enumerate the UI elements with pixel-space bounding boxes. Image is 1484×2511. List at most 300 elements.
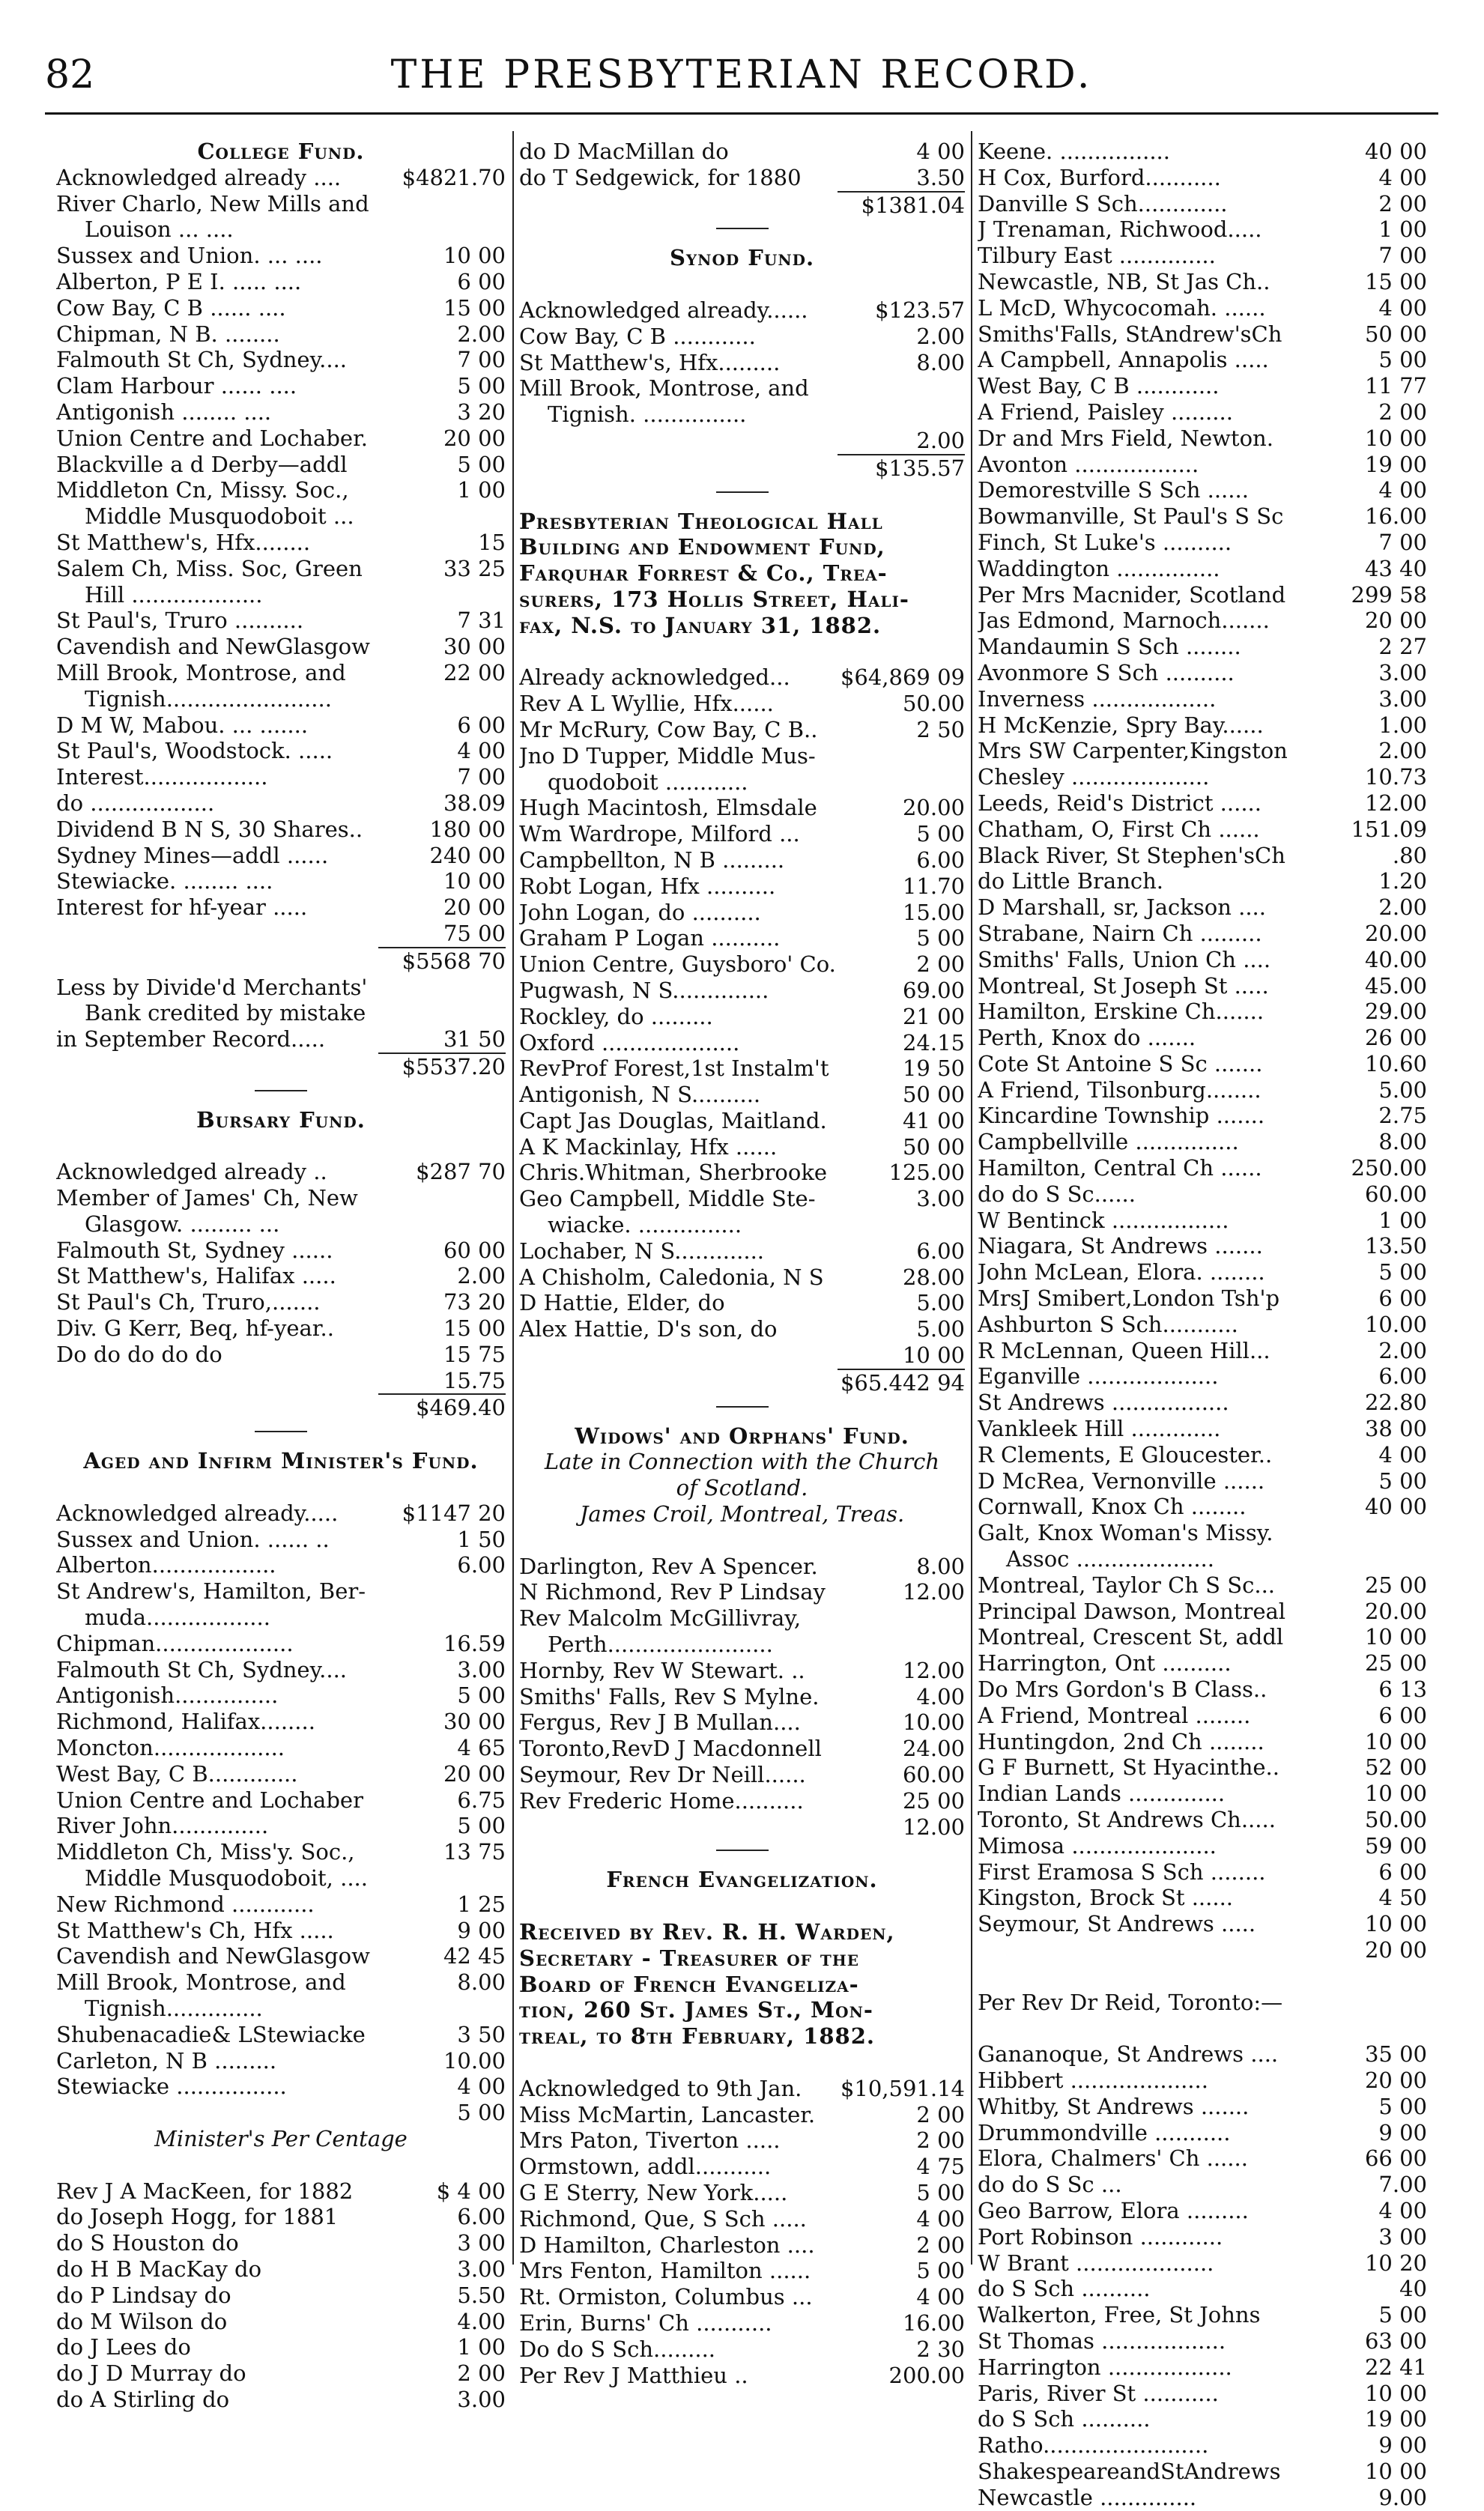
ledger-entry: [978, 1025, 1427, 1051]
entry-amount: 2.00: [1378, 894, 1427, 921]
ledger-entry: [56, 1368, 506, 1394]
entry-description: Chris.Whitman, Sherbrooke: [519, 1160, 828, 1186]
entry-amount: 19 50: [902, 1055, 965, 1082]
ledger-entry: [56, 738, 506, 764]
entry-amount: 50 00: [902, 1133, 965, 1160]
entry-amount: 2 50: [916, 716, 965, 742]
ledger-entry: [978, 2432, 1427, 2459]
ledger-entry: [978, 738, 1427, 764]
entry-amount: 25 00: [1364, 1572, 1427, 1598]
fund-total: $469.40: [378, 1393, 506, 1421]
entry-continuation: Tignish........................: [85, 685, 332, 712]
entry-description: Interest..................: [56, 764, 268, 790]
entry-description: Interest for hf-year .....: [56, 894, 308, 921]
entry-amount: 33 25: [443, 555, 506, 581]
entry-amount: 20.00: [1364, 920, 1427, 946]
entry-description: do H B MacKay do: [56, 2256, 262, 2282]
entry-description: Inverness ..................: [978, 685, 1217, 712]
entry-amount: 16.00: [1364, 503, 1427, 530]
entry-amount: 5 00: [457, 2100, 506, 2126]
ledger-entry: [56, 2074, 506, 2100]
ledger-entry: [56, 2387, 506, 2413]
entry-amount: 60.00: [1364, 1181, 1427, 1207]
entry-amount: 6.00: [457, 2204, 506, 2230]
entry-description: St Paul's, Woodstock. .....: [56, 738, 333, 764]
entry-amount: 10 00: [1364, 425, 1427, 451]
entry-description: Per Rev Dr Reid, Toronto:—: [978, 1989, 1283, 2015]
entry-amount: 4 00: [1378, 1441, 1427, 1467]
ledger-entry: [978, 1990, 1427, 2016]
spacer: [978, 2015, 1427, 2041]
entry-description: Sydney Mines—addl ......: [56, 842, 329, 868]
entry-description: West Bay, C B ............: [978, 373, 1220, 399]
spacer: [56, 2152, 506, 2178]
entry-description: Cow Bay, C B ...... ....: [56, 294, 286, 321]
ledger-entry: [519, 1290, 965, 1316]
entry-description: Niagara, St Andrews .......: [978, 1233, 1263, 1259]
entry-description: Stewiacke ................: [56, 2074, 287, 2100]
entry-description: Chesley ....................: [978, 764, 1210, 790]
ledger-entry: [978, 269, 1427, 295]
entry-amount: 40 00: [1364, 139, 1427, 164]
section-heading: French Evangelization.: [606, 1867, 878, 1893]
entry-amount: 1 00: [457, 477, 506, 503]
ledger-entry: [56, 1342, 506, 1368]
entry-description: Blackville a d Derby—addl: [56, 451, 348, 477]
entry-amount: 16.00: [902, 2309, 965, 2336]
entry-amount: 66 00: [1364, 2145, 1427, 2172]
entry-description: Kingston, Brock St ......: [978, 1885, 1234, 1911]
ledger-entry: [56, 1026, 506, 1052]
ledger-entry: [56, 843, 506, 869]
entry-amount: 50 00: [1364, 321, 1427, 347]
ledger-entry: [56, 764, 506, 790]
entry-description: R McLennan, Queen Hill...: [978, 1337, 1271, 1363]
entry-description: Galt, Knox Woman's Missy.: [978, 1520, 1273, 1546]
entry-description: New Richmond ............: [56, 1891, 315, 1917]
entry-description: do do S Sc......: [978, 1181, 1136, 1207]
ledger-entry: [519, 1004, 965, 1030]
entry-description: Already acknowledged...: [519, 664, 790, 691]
entry-amount: 7.00: [1378, 2172, 1427, 2198]
entry-amount: 20 00: [1364, 2067, 1427, 2093]
entry-amount: 10 20: [1364, 2250, 1427, 2276]
ledger-entry: [978, 2250, 1427, 2277]
entry-description: Geo Campbell, Middle Ste-: [519, 1186, 816, 1212]
entry-description: D Hamilton, Charleston ....: [519, 2232, 815, 2258]
section-heading: Synod Fund.: [669, 245, 815, 271]
entry-description: do A Stirling do: [56, 2386, 230, 2412]
entry-amount: 15 75: [443, 1341, 506, 1367]
entry-amount: [501, 1185, 506, 1211]
ledger-entry: [519, 900, 965, 926]
ledger-entry: [978, 1572, 1427, 1599]
entry-description: Union Centre and Lochaber: [56, 1787, 363, 1813]
entry-amount: $287 70: [416, 1159, 506, 1185]
ledger-entry: [978, 868, 1427, 894]
entry-amount: 2 30: [916, 2336, 965, 2362]
ledger-entry: [978, 921, 1427, 947]
entry-description: Campbellton, N B .........: [519, 846, 785, 873]
entry-amount: 5 00: [916, 2258, 965, 2284]
spacer: [56, 1474, 506, 1500]
ledger-entry: [978, 399, 1427, 425]
ledger-entry: [978, 530, 1427, 556]
spacer: [56, 1133, 506, 1159]
ledger-entry: [519, 428, 965, 454]
entry-amount: 40 00: [1364, 1494, 1427, 1520]
entry-description: Do Mrs Gordon's B Class..: [978, 1676, 1268, 1703]
entry-description: Newcastle, NB, St Jas Ch..: [978, 268, 1271, 294]
ledger-entry: [978, 1285, 1427, 1312]
fund-total: $5568 70: [378, 947, 506, 975]
ledger-entry: [978, 1103, 1427, 1129]
entry-amount: 3.00: [916, 1186, 965, 1212]
entry-description: Black River, St Stephen'sCh: [978, 842, 1285, 868]
section-heading: Widows' and Orphans' Fund.: [575, 1423, 909, 1449]
ledger-entry: [56, 660, 506, 686]
ledger-entry: [519, 2180, 965, 2206]
section-subheading: of Scotland.: [676, 1475, 808, 1501]
entry-amount: 5 00: [457, 1813, 506, 1839]
ledger-entry: [978, 1937, 1427, 1963]
entry-amount: 5 00: [1378, 347, 1427, 373]
ledger-entry: [978, 2145, 1427, 2172]
entry-continuation: Louison ... ....: [85, 216, 234, 243]
ledger-entry: [978, 503, 1427, 530]
ledger-entry: [56, 1709, 506, 1735]
entry-amount: [501, 191, 506, 217]
entry-amount: 3.00: [457, 1656, 506, 1682]
entry-description: Avonton ..................: [978, 451, 1199, 477]
ledger-entry: [978, 1676, 1427, 1703]
ledger-entry: [56, 2360, 506, 2387]
section-separator: [716, 1406, 769, 1413]
ledger-entry: [978, 1729, 1427, 1755]
ledger-entry: [978, 2224, 1427, 2250]
entry-description: Montreal, St Joseph St .....: [978, 972, 1269, 999]
entry-description: A Chisholm, Caledonia, N S: [519, 1264, 824, 1290]
entry-amount: 10.00: [443, 2047, 506, 2074]
entry-description: Ashburton S Sch...........: [978, 1311, 1238, 1337]
ledger-entry: [978, 1181, 1427, 1208]
ledger-entry: [519, 165, 965, 191]
ledger-entry: [978, 556, 1427, 582]
entry-amount: 9 00: [1378, 2432, 1427, 2459]
ledger-entry: [56, 165, 506, 191]
ledger-entry: [56, 1682, 506, 1709]
entry-description: Erin, Burns' Ch ...........: [519, 2309, 772, 2336]
entry-amount: 2.00: [916, 323, 965, 349]
entry-description: Do do S Sch.........: [519, 2336, 716, 2362]
entry-amount: 13 75: [443, 1839, 506, 1865]
entry-amount: 20 00: [1364, 1936, 1427, 1963]
ledger-entry: [519, 2258, 965, 2284]
ledger-entry: [56, 1500, 506, 1527]
ledger-entry: [56, 1761, 506, 1787]
entry-description: MrsJ Smibert,London Tsh'p: [978, 1285, 1280, 1312]
entry-amount: 10 00: [1364, 1624, 1427, 1650]
entry-amount: 42 45: [443, 1943, 506, 1969]
entry-description: H McKenzie, Spry Bay......: [978, 712, 1264, 738]
entry-description: Pugwash, N S..............: [519, 977, 769, 1003]
entry-amount: 5.00: [916, 1316, 965, 1342]
entry-description: Carleton, N B .........: [56, 2047, 277, 2074]
entry-amount: 35 00: [1364, 2041, 1427, 2068]
entry-description: Antigonish, N S..........: [519, 1082, 761, 1108]
entry-description: A Campbell, Annapolis .....: [978, 347, 1269, 373]
entry-amount: 1 00: [1378, 216, 1427, 243]
page-header: [45, 52, 1438, 105]
ledger-entry: [978, 452, 1427, 478]
ledger-entry: [978, 1390, 1427, 1416]
entry-description: Toronto,RevD J Macdonnell: [519, 1736, 822, 1762]
entry-amount: 5 00: [1378, 1467, 1427, 1494]
ledger-entry: [978, 1494, 1427, 1520]
ledger-entry: [978, 1338, 1427, 1364]
entry-description: do S Sch ..........: [978, 2406, 1151, 2432]
entry-description: St Matthew's, Hfx.........: [519, 349, 781, 375]
ledger-entry: [56, 1969, 506, 1996]
entry-description: Smiths'Falls, StAndrew'sCh: [978, 321, 1282, 347]
entry-description: Rt. Ormiston, Columbus ...: [519, 2284, 813, 2310]
entry-description: RevProf Forest,1st Instalm't: [519, 1055, 829, 1082]
entry-description: Huntingdon, 2nd Ch ........: [978, 1728, 1265, 1754]
entry-description: Ratho........................: [978, 2432, 1209, 2459]
entry-description: Strabane, Nairn Ch .........: [978, 920, 1262, 946]
entry-amount: [960, 1605, 965, 1632]
section-heading-line: Board of French Evangeliza-: [519, 1971, 859, 1997]
entry-description: D McRea, Vernonville ......: [978, 1467, 1265, 1494]
entry-description: Jas Edmond, Marnoch.......: [978, 608, 1270, 634]
entry-description: Clam Harbour ...... ....: [56, 373, 297, 399]
entry-amount: 10 00: [1364, 1911, 1427, 1937]
entry-description: St Matthew's, Hfx........: [56, 529, 311, 555]
ledger-entry: [56, 712, 506, 739]
entry-description: Fergus, Rev J B Mullan....: [519, 1709, 801, 1736]
ledger-entry: [56, 608, 506, 634]
column-middle: [519, 139, 965, 2388]
entry-amount: 12.00: [902, 1657, 965, 1683]
ledger-entry: [56, 1552, 506, 1578]
ledger-entry: [978, 243, 1427, 269]
section-heading-line: tion, 260 St. James St., Mon-: [519, 1997, 873, 2023]
ledger-entry: [519, 2154, 965, 2180]
entry-description: Acknowledged already ..: [56, 1159, 327, 1185]
fund-total: $65.442 94: [838, 1369, 965, 1396]
entry-amount: 20.00: [902, 795, 965, 821]
entry-amount: 10 00: [1364, 2458, 1427, 2484]
entry-amount: 2 00: [1378, 190, 1427, 216]
entry-amount: 50.00: [902, 691, 965, 717]
entry-description: do Joseph Hogg, for 1881: [56, 2204, 339, 2230]
ledger-entry: [978, 1233, 1427, 1259]
entry-amount: 6 00: [457, 712, 506, 738]
ledger-entry: [978, 321, 1427, 348]
entry-amount: 8.00: [916, 1553, 965, 1579]
entry-amount: 4 50: [1378, 1885, 1427, 1911]
entry-amount: 2.00: [457, 321, 506, 347]
ledger-entry: [519, 2232, 965, 2259]
section-heading-line: Secretary - Treasurer of the: [519, 1945, 859, 1971]
entry-description: Hibbert ....................: [978, 2067, 1208, 2093]
entry-description: St Paul's, Truro ..........: [56, 608, 304, 634]
entry-description: Tilbury East ..............: [978, 243, 1216, 269]
ledger-entry: [978, 1208, 1427, 1234]
entry-description: Mrs Fenton, Hamilton ......: [519, 2258, 811, 2284]
entry-amount: 38.09: [443, 790, 506, 816]
ledger-entry: [56, 1578, 506, 1605]
ledger-entry: [56, 425, 506, 452]
ledger-entry: [978, 425, 1427, 452]
ledger-entry: [519, 1264, 965, 1291]
entry-amount: 7 00: [1378, 243, 1427, 269]
entry-description: Lochaber, N S.............: [519, 1238, 765, 1264]
entry-description: Rev J A MacKeen, for 1882: [56, 2178, 354, 2204]
ledger-entry: [56, 2204, 506, 2230]
entry-description: Graham P Logan ..........: [519, 925, 781, 951]
entry-description: Mill Brook, Montrose, and: [56, 1969, 346, 1996]
ledger-entry: [978, 1624, 1427, 1650]
entry-amount: 4.00: [457, 2308, 506, 2334]
ledger-entry: [978, 1599, 1427, 1625]
entry-amount: 15 00: [1364, 268, 1427, 294]
entry-amount: 8.00: [916, 349, 965, 375]
ledger-entry: [519, 1814, 965, 1841]
ledger-entry: [56, 1787, 506, 1814]
entry-amount: 25 00: [902, 1787, 965, 1814]
entry-amount: 73 20: [443, 1289, 506, 1315]
ledger-entry: [519, 1186, 965, 1212]
ledger-entry: [56, 817, 506, 843]
entry-amount: 19 00: [1364, 451, 1427, 477]
ledger-entry: [978, 947, 1427, 973]
ledger-entry: [519, 1134, 965, 1160]
entry-description: W Brant ....................: [978, 2250, 1214, 2276]
entry-description: Less by Divide'd Merchants': [56, 974, 368, 1000]
entry-amount: 2 27: [1378, 634, 1427, 660]
ledger-entry: [519, 1554, 965, 1580]
fund-total: $5537.20: [378, 1052, 506, 1080]
entry-amount: 10.00: [1364, 1311, 1427, 1337]
ledger-entry: [978, 2172, 1427, 2198]
entry-description: Member of James' Ch, New: [56, 1185, 358, 1211]
entry-amount: 60 00: [443, 1237, 506, 1263]
entry-description: Salem Ch, Miss. Soc, Green: [56, 555, 363, 581]
entry-description: Ormstown, addl...........: [519, 2154, 772, 2180]
entry-amount: 2.00: [1378, 1337, 1427, 1363]
ledger-entry: [519, 951, 965, 978]
entry-amount: 200.00: [888, 2362, 965, 2388]
entry-description: Smiths' Falls, Rev S Mylne.: [519, 1683, 820, 1709]
entry-description: D Hattie, Elder, do: [519, 1290, 725, 1316]
entry-description: Danville S Sch.............: [978, 190, 1228, 216]
ledger-entry: [519, 2127, 965, 2154]
ledger-entry: [56, 2178, 506, 2205]
ledger-entry: [978, 1650, 1427, 1676]
ledger-entry: [56, 477, 506, 503]
entry-amount: 4 00: [916, 2284, 965, 2310]
entry-description: Whitby, St Andrews .......: [978, 2093, 1250, 2119]
ledger-entry: [56, 1289, 506, 1315]
entry-description: Cornwall, Knox Ch ........: [978, 1494, 1247, 1520]
entry-amount: 75 00: [443, 920, 506, 946]
ledger-entry: [519, 375, 965, 402]
entry-description: W Bentinck .................: [978, 1207, 1229, 1233]
ledger-entry: [519, 1238, 965, 1264]
entry-description: do do S Sc ...: [978, 2172, 1122, 2198]
entry-description: Darlington, Rev A Spencer.: [519, 1553, 818, 1579]
entry-amount: 9 00: [457, 1917, 506, 1943]
ledger-entry: [978, 2041, 1427, 2068]
entry-amount: 52 00: [1364, 1754, 1427, 1781]
entry-description: Principal Dawson, Montreal: [978, 1598, 1286, 1624]
header-rule: [45, 112, 1438, 115]
ledger-entry: [56, 1943, 506, 1969]
entry-amount: 16.59: [443, 1630, 506, 1656]
entry-description: Indian Lands ..............: [978, 1781, 1226, 1807]
entry-description: Paris, River St ...........: [978, 2380, 1219, 2406]
entry-amount: 5 00: [457, 1682, 506, 1709]
ledger-entry: [978, 1442, 1427, 1468]
ledger-entry: [978, 1416, 1427, 1442]
entry-amount: 12.00: [902, 1579, 965, 1605]
entry-amount: 1 00: [457, 2334, 506, 2360]
ledger-entry: [56, 1918, 506, 1944]
ledger-entry: [978, 2276, 1427, 2302]
entry-description: Mimosa .....................: [978, 1832, 1217, 1859]
entry-amount: 7 00: [457, 764, 506, 790]
entry-description: Dr and Mrs Field, Newton.: [978, 425, 1273, 451]
entry-continuation: Assoc ....................: [1006, 1546, 1214, 1572]
entry-amount: 22 00: [443, 659, 506, 685]
entry-amount: 250.00: [1351, 1155, 1427, 1181]
entry-description: Shubenacadie& LStewiacke: [56, 2021, 366, 2047]
entry-description: R Clements, E Gloucester..: [978, 1441, 1273, 1467]
entry-amount: 26 00: [1364, 1025, 1427, 1051]
entry-amount: 8.00: [457, 1969, 506, 1996]
entry-description: Acknowledged already ....: [56, 164, 342, 190]
entry-amount: $123.57: [875, 297, 965, 323]
entry-amount: 4 00: [1378, 164, 1427, 190]
ledger-entry: [56, 2256, 506, 2283]
entry-amount: 5 00: [1378, 1259, 1427, 1285]
entry-description: Hugh Macintosh, Elmsdale: [519, 795, 817, 821]
entry-description: Sussex and Union. ... ....: [56, 243, 323, 269]
entry-description: N Richmond, Rev P Lindsay: [519, 1579, 826, 1605]
ledger-entry: [978, 1833, 1427, 1859]
ledger-entry: [519, 925, 965, 951]
entry-continuation: Bank credited by mistake: [85, 1000, 366, 1026]
ledger-entry: [519, 1658, 965, 1684]
entry-description: ShakespeareandStAndrews: [978, 2458, 1281, 2484]
ledger-entry: [978, 764, 1427, 790]
ledger-entry: [978, 216, 1427, 243]
ledger-entry: [519, 2363, 965, 2389]
entry-description: Port Robinson ............: [978, 2223, 1223, 2250]
entry-description: Chipman....................: [56, 1630, 294, 1656]
ledger-entry: [519, 847, 965, 873]
entry-description: First Eramosa S Sch ........: [978, 1859, 1266, 1885]
ledger-entry: [56, 452, 506, 478]
entry-description: West Bay, C B.............: [56, 1760, 298, 1787]
entry-amount: [960, 743, 965, 769]
ledger-entry: [978, 139, 1427, 165]
ledger-entry: [519, 873, 965, 900]
ledger-entry: [978, 2485, 1427, 2511]
entry-description: Finch, St Luke's ..........: [978, 529, 1232, 555]
entry-amount: $ 4 00: [436, 2178, 506, 2204]
